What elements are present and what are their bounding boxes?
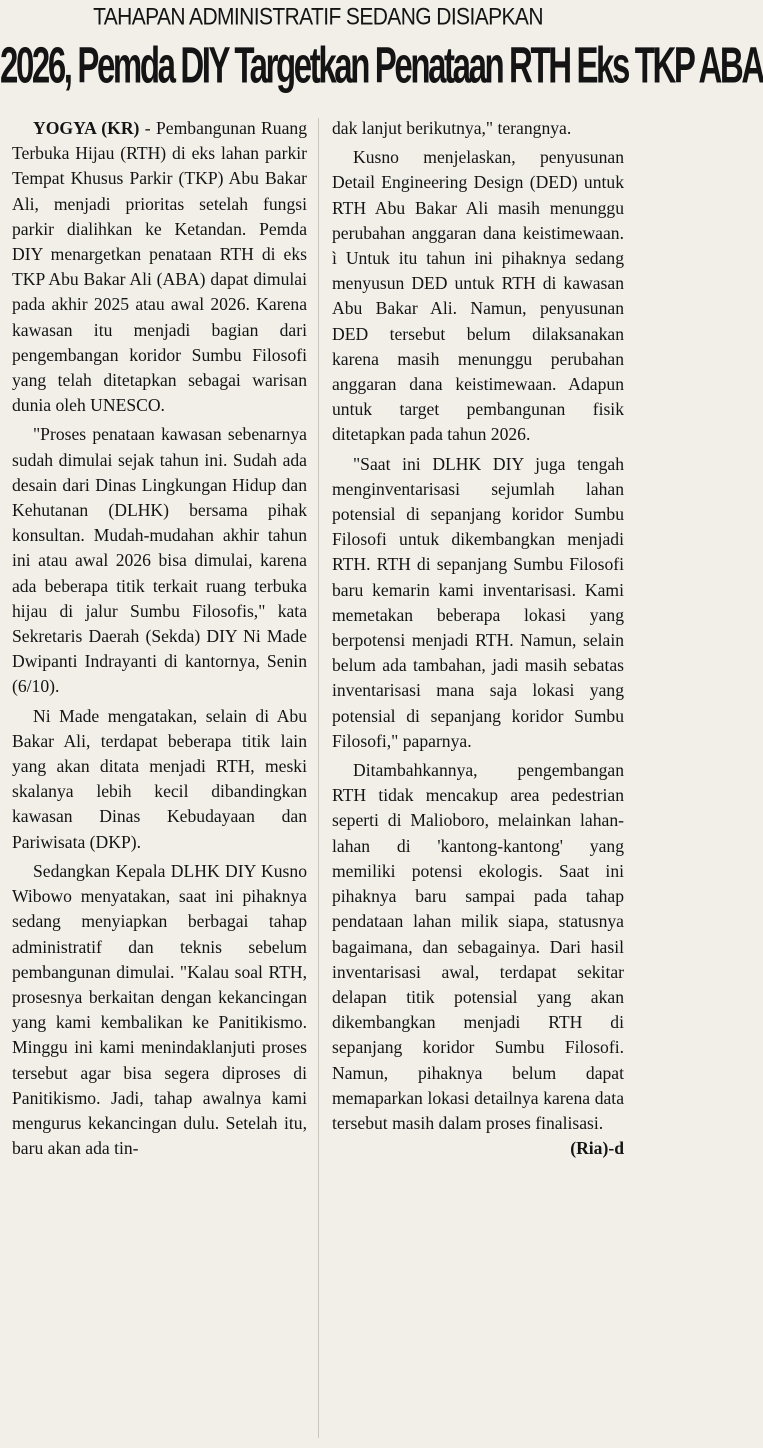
byline: (Ria)-d xyxy=(570,1138,624,1159)
continued-text: dak lanjut berikutnya," terangnya. xyxy=(332,118,572,138)
article-kicker: TAHAPAN ADMINISTRATIF SEDANG DISIAPKAN xyxy=(93,4,543,31)
article-column-left xyxy=(12,116,307,1165)
dateline: YOGYA (KR) xyxy=(33,118,140,138)
body-paragraph: "Saat ini DLHK DIY juga tengah menginventarisasi sejumlah lahan potensial di sepanjang koridor Sumbu Filosofi untuk dikembangkan menjadi RTH. RTH di sepanjang Sumbu Filosofi baru kemarin kami inventarisasi. Kami memetakan beberapa lokasi yang berpotensi menjadi RTH. Namun, selain belum ada tambahan, jadi masih sebatas inventarisasi mana saja lokasi yang potensial di sepanjang koridor Sumbu Filosofi," paparnya. xyxy=(332,453,624,751)
body-paragraph-text: Ditambahkannya, pengembangan RTH tidak mencakup area pedestrian seperti di Malioboro, melainkan lahan-lahan di 'kantong-kantong' yang memiliki potensi ekologis. Saat ini pihaknya baru sampai pada tahap pendataan lahan milik siapa, statusnya bagaimana, dan sebagainya. Dari hasil inventarisasi awal, terdapat sekitar delapan titik potensial yang akan dikembangkan menjadi RTH di sepanjang koridor Sumbu Filosofi. Namun, pihaknya belum dapat memaparkan lokasi detailnya karena data tersebut masih dalam proses finalisasi. xyxy=(332,760,624,1133)
article-column-right xyxy=(332,116,624,1161)
body-paragraph xyxy=(332,758,624,1159)
body-paragraph: Sedangkan Kepala DLHK DIY Kusno Wibowo menyatakan, saat ini pihaknya sedang menyiapkan berbagai tahap administratif dan teknis sebelum pembangunan dimulai. "Kalau soal RTH, prosesnya berkaitan dengan kekancingan yang kami kembalikan ke Panitikismo. Minggu ini kami menindaklanjuti proses tersebut agar bisa segera diproses di Panitikismo. Jadi, tahap awalnya kami mengurus kekancingan dulu. Setelah itu, baru akan ada tin- xyxy=(12,860,307,1159)
body-paragraph: "Proses penataan kawasan sebenarnya sudah dimulai sejak tahun ini. Sudah ada desain dari Dinas Lingkungan Hidup dan Kehutanan (DLHK) bersama pihak konsultan. Mudah-mudahan akhir tahun ini atau awal 2026 bisa dimulai, karena ada beberapa titik terkait ruang terbuka hijau di jalur Sumbu Filosofis," kata Sekretaris Daerah (Sekda) DIY Ni Made Dwipanti Indrayanti di kantornya, Senin (6/10). xyxy=(12,424,307,697)
article-headline: 2026, Pemda DIY Targetkan Penataan RTH Eks TKP ABA xyxy=(0,36,763,94)
lead-paragraph xyxy=(12,116,307,418)
body-paragraph: Ni Made mengatakan, selain di Abu Bakar Ali, terdapat beberapa titik lain yang akan ditata menjadi RTH, meski skalanya lebih kecil dibandingkan kawasan Dinas Kebudayaan dan Pariwisata (DKP). xyxy=(12,705,307,852)
lead-text: - Pembangunan Ruang Terbuka Hijau (RTH) di eks lahan parkir Tempat Khusus Parkir (TKP) Abu Bakar Ali, menjadi prioritas setelah fungsi parkir dialihkan ke Ketandan. Pemda DIY menargetkan penataan RTH di eks TKP Abu Bakar Ali (ABA) dapat dimulai pada akhir 2025 atau awal 2026. Karena kawasan itu menjadi bagian dari pengembangan koridor Sumbu Filosofi yang telah ditetapkan sebagai warisan dunia oleh UNESCO. xyxy=(12,118,307,416)
body-paragraph: Kusno menjelaskan, penyusunan Detail Engineering Design (DED) untuk RTH Abu Bakar Ali masih menunggu perubahan anggaran dana keistimewaan. ì Untuk itu tahun ini pihaknya sedang menyusun DED untuk RTH di kawasan Abu Bakar Ali. Namun, penyusunan DED tersebut belum dilaksanakan karena masih menunggu perubahan anggaran dana keistimewaan. Adapun untuk target pembangunan fisik ditetapkan pada tahun 2026. xyxy=(332,147,624,445)
column-divider xyxy=(318,118,319,1438)
